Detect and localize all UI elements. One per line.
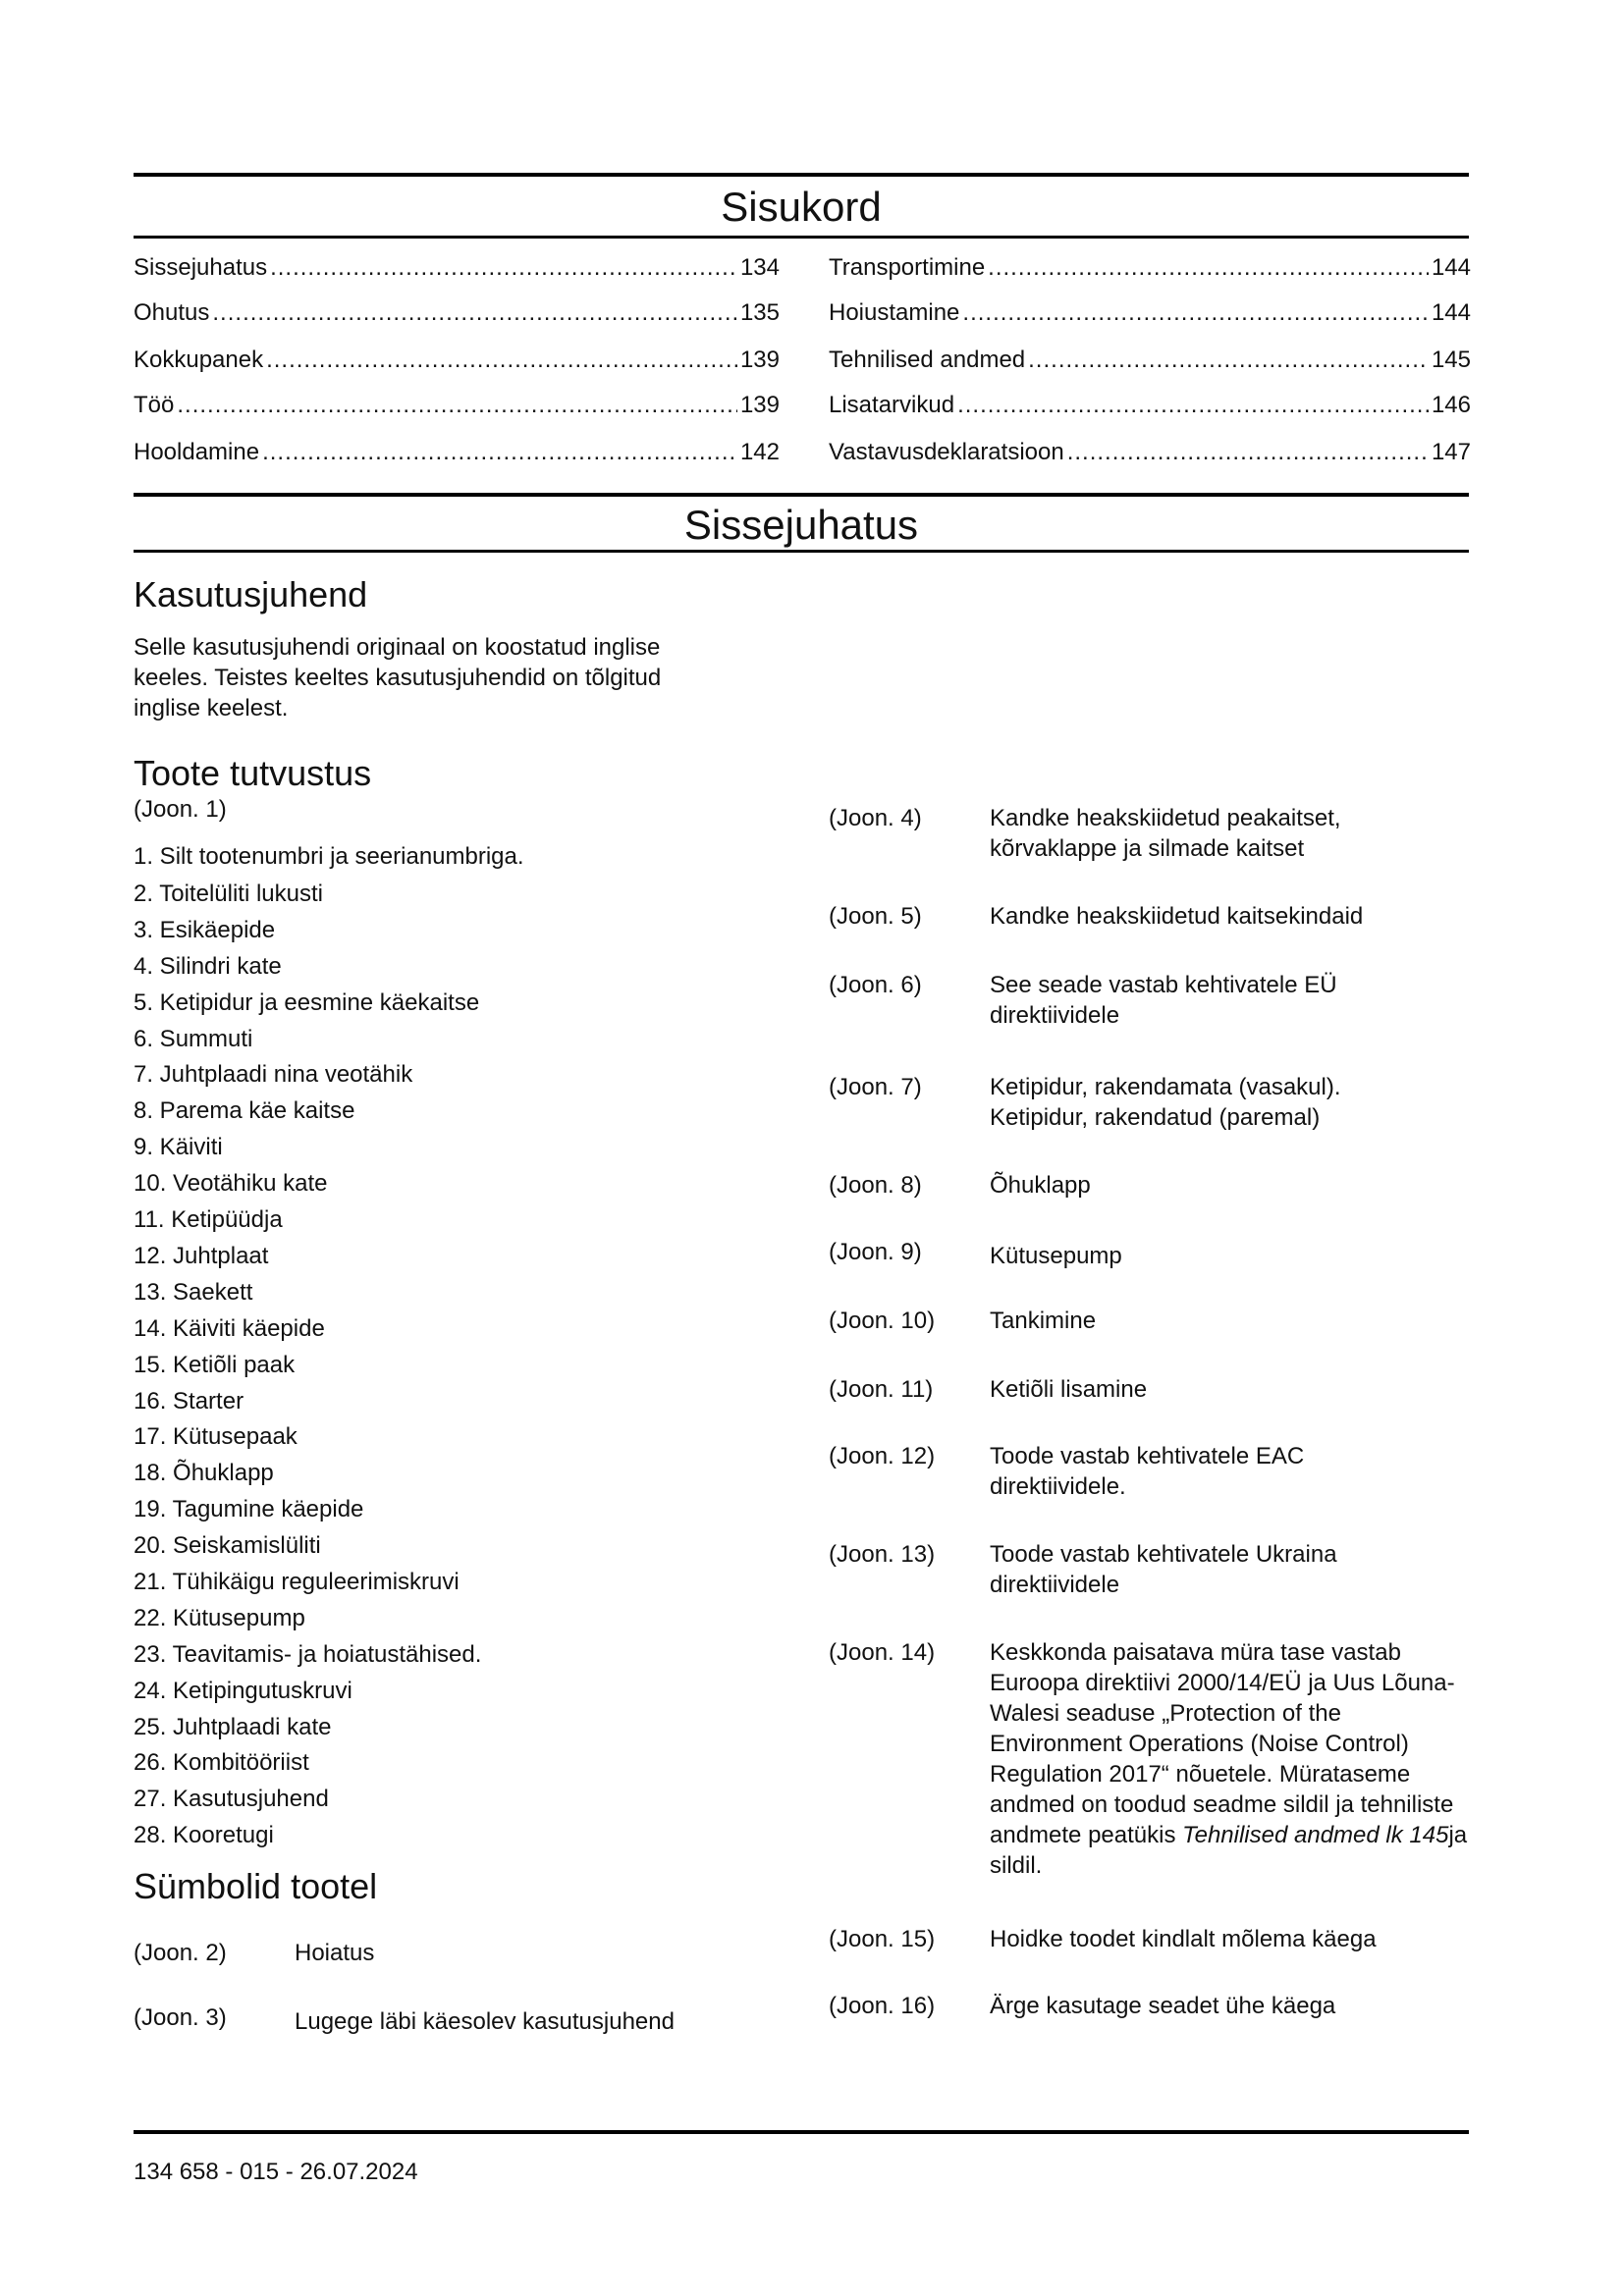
list-item: 15. Ketiõli paak xyxy=(134,1352,296,1378)
figure-ref: (Joon. 8) xyxy=(829,1172,922,1199)
symbol-description: Tankimine xyxy=(990,1308,1097,1334)
list-item: 13. Saekett xyxy=(134,1279,253,1306)
toc-title-underline xyxy=(134,236,1469,239)
figure-ref: (Joon. 3) xyxy=(134,2004,227,2031)
list-item: 16. Starter xyxy=(134,1388,244,1415)
symbol-description: Kandke heakskiidetud kaitsekindaid xyxy=(990,903,1364,930)
toc-entry[interactable]: Kokkupanek ..... 139 xyxy=(134,344,780,375)
figure-ref: (Joon. 10) xyxy=(829,1308,936,1334)
list-item: 1. Silt tootenumbri ja seerianumbriga. xyxy=(134,843,524,870)
list-item: 28. Kooretugi xyxy=(134,1822,274,1848)
list-item: 25. Juhtplaadi kate xyxy=(134,1714,332,1740)
symbol-description: Õhuklapp xyxy=(990,1172,1091,1199)
section-title: Sissejuhatus xyxy=(683,502,919,548)
toc-entry[interactable]: Sissejuhatus ..... 134 xyxy=(134,251,780,283)
list-item: 19. Tagumine käepide xyxy=(134,1496,364,1522)
top-rule xyxy=(134,173,1469,177)
figure-ref: (Joon. 13) xyxy=(829,1541,936,1568)
toc-entry[interactable]: Vastavusdeklaratsioon ..... 147 xyxy=(829,436,1471,467)
list-item: 22. Kütusepump xyxy=(134,1605,305,1631)
list-item: 14. Käiviti käepide xyxy=(134,1315,325,1342)
figure-ref: (Joon. 4) xyxy=(829,805,922,831)
symbol-description: Ketiõli lisamine xyxy=(990,1376,1148,1403)
symbol-description: Kandke heakskiidetud peakaitset, kõrvaklappe ja silmade kaitset xyxy=(990,805,1341,862)
list-item: 17. Kütusepaak xyxy=(134,1423,298,1450)
list-item: 21. Tühikäigu reguleerimiskruvi xyxy=(134,1569,460,1595)
symbol-description: Hoiatus xyxy=(295,1940,375,1966)
figure-ref: (Joon. 2) xyxy=(134,1940,227,1966)
product-figure-ref: (Joon. 1) xyxy=(134,796,227,823)
list-item: 20. Seiskamislüliti xyxy=(134,1532,321,1559)
list-item: 27. Kasutusjuhend xyxy=(134,1786,329,1812)
list-item: 6. Summuti xyxy=(134,1026,253,1052)
symbol-description: Toode vastab kehtivatele Ukraina direktiividele xyxy=(990,1541,1337,1598)
list-item: 18. Õhuklapp xyxy=(134,1460,274,1486)
toc-entry[interactable]: Transportimine ..... 144 xyxy=(829,251,1471,283)
symbol-description: Lugege läbi käesolev kasutusjuhend xyxy=(295,2008,675,2035)
toc-title: Sisukord xyxy=(721,184,882,230)
symbol-description: Hoidke toodet kindlalt mõlema käega xyxy=(990,1926,1377,1952)
figure-ref: (Joon. 5) xyxy=(829,903,922,930)
toc-entry[interactable]: Hooldamine ..... 142 xyxy=(134,436,780,467)
list-item: 5. Ketipidur ja eesmine käekaitse xyxy=(134,989,480,1016)
figure-ref: (Joon. 15) xyxy=(829,1926,936,1952)
list-item: 11. Ketipüüdja xyxy=(134,1206,283,1233)
figure-ref: (Joon. 16) xyxy=(829,1993,936,2019)
symbol-description: Toode vastab kehtivatele EAC direktiividele. xyxy=(990,1443,1305,1500)
product-heading: Toote tutvustus xyxy=(134,753,372,793)
toc-entry[interactable]: Ohutus ..... 135 xyxy=(134,296,780,328)
symbol-description: See seade vastab kehtivatele EÜ direktiividele xyxy=(990,972,1337,1029)
figure-ref: (Joon. 7) xyxy=(829,1074,922,1100)
symbol-description: Ärge kasutage seadet ühe käega xyxy=(990,1993,1336,2019)
section-rule xyxy=(134,493,1469,497)
toc-entry[interactable]: Töö ..... 139 xyxy=(134,389,780,420)
toc-entry[interactable]: Lisatarvikud ..... 146 xyxy=(829,389,1471,420)
list-item: 26. Kombitööriist xyxy=(134,1749,309,1776)
figure-ref: (Joon. 11) xyxy=(829,1376,934,1403)
toc-entry[interactable]: Tehnilised andmed ..... 145 xyxy=(829,344,1471,375)
list-item: 12. Juhtplaat xyxy=(134,1243,269,1269)
list-item: 24. Ketipingutuskruvi xyxy=(134,1678,352,1704)
figure-ref: (Joon. 6) xyxy=(829,972,922,998)
list-item: 7. Juhtplaadi nina veotähik xyxy=(134,1061,413,1088)
list-item: 2. Toitelüliti lukusti xyxy=(134,881,323,907)
figure-ref: (Joon. 14) xyxy=(829,1639,936,1666)
list-item: 3. Esikäepide xyxy=(134,917,276,943)
figure-ref: (Joon. 9) xyxy=(829,1239,922,1265)
section-title-underline xyxy=(134,550,1469,553)
technical-data-link[interactable]: Tehnilised andmed lk 145 xyxy=(1182,1822,1449,1848)
list-item: 10. Veotähiku kate xyxy=(134,1170,328,1197)
footer-rule xyxy=(134,2130,1469,2134)
symbol-description: Keskkonda paisatava müra tase vastab Euroopa direktiivi 2000/14/EÜ ja Uus Lõuna-Walesi seaduse „Protection of the Environment Operations (Noise Control) Regulation 2017“ nõuetele. Mürataseme andmed on toodud seadme sildil ja tehniliste andmete peatükis Tehnilised andmed lk 145ja sildil. xyxy=(990,1639,1468,1879)
list-item: 9. Käiviti xyxy=(134,1134,223,1160)
list-item: 23. Teavitamis- ja hoiatustähised. xyxy=(134,1641,482,1668)
figure-ref: (Joon. 12) xyxy=(829,1443,936,1469)
symbol-description: Ketipidur, rakendamata (vasakul). Ketipidur, rakendatud (paremal) xyxy=(990,1074,1341,1131)
manual-text: Selle kasutusjuhendi originaal on koostatud inglise keeles. Teistes keeltes kasutusjuhendid on tõlgitud inglise keelest. xyxy=(134,634,662,721)
toc-entry[interactable]: Hoiustamine ..... 144 xyxy=(829,296,1471,328)
symbol-description: Kütusepump xyxy=(990,1243,1122,1269)
document-id: 134 658 - 015 - 26.07.2024 xyxy=(134,2159,418,2185)
manual-heading: Kasutusjuhend xyxy=(134,574,368,614)
list-item: 8. Parema käe kaitse xyxy=(134,1097,355,1124)
list-item: 4. Silindri kate xyxy=(134,953,282,980)
symbols-heading: Sümbolid tootel xyxy=(134,1866,378,1906)
